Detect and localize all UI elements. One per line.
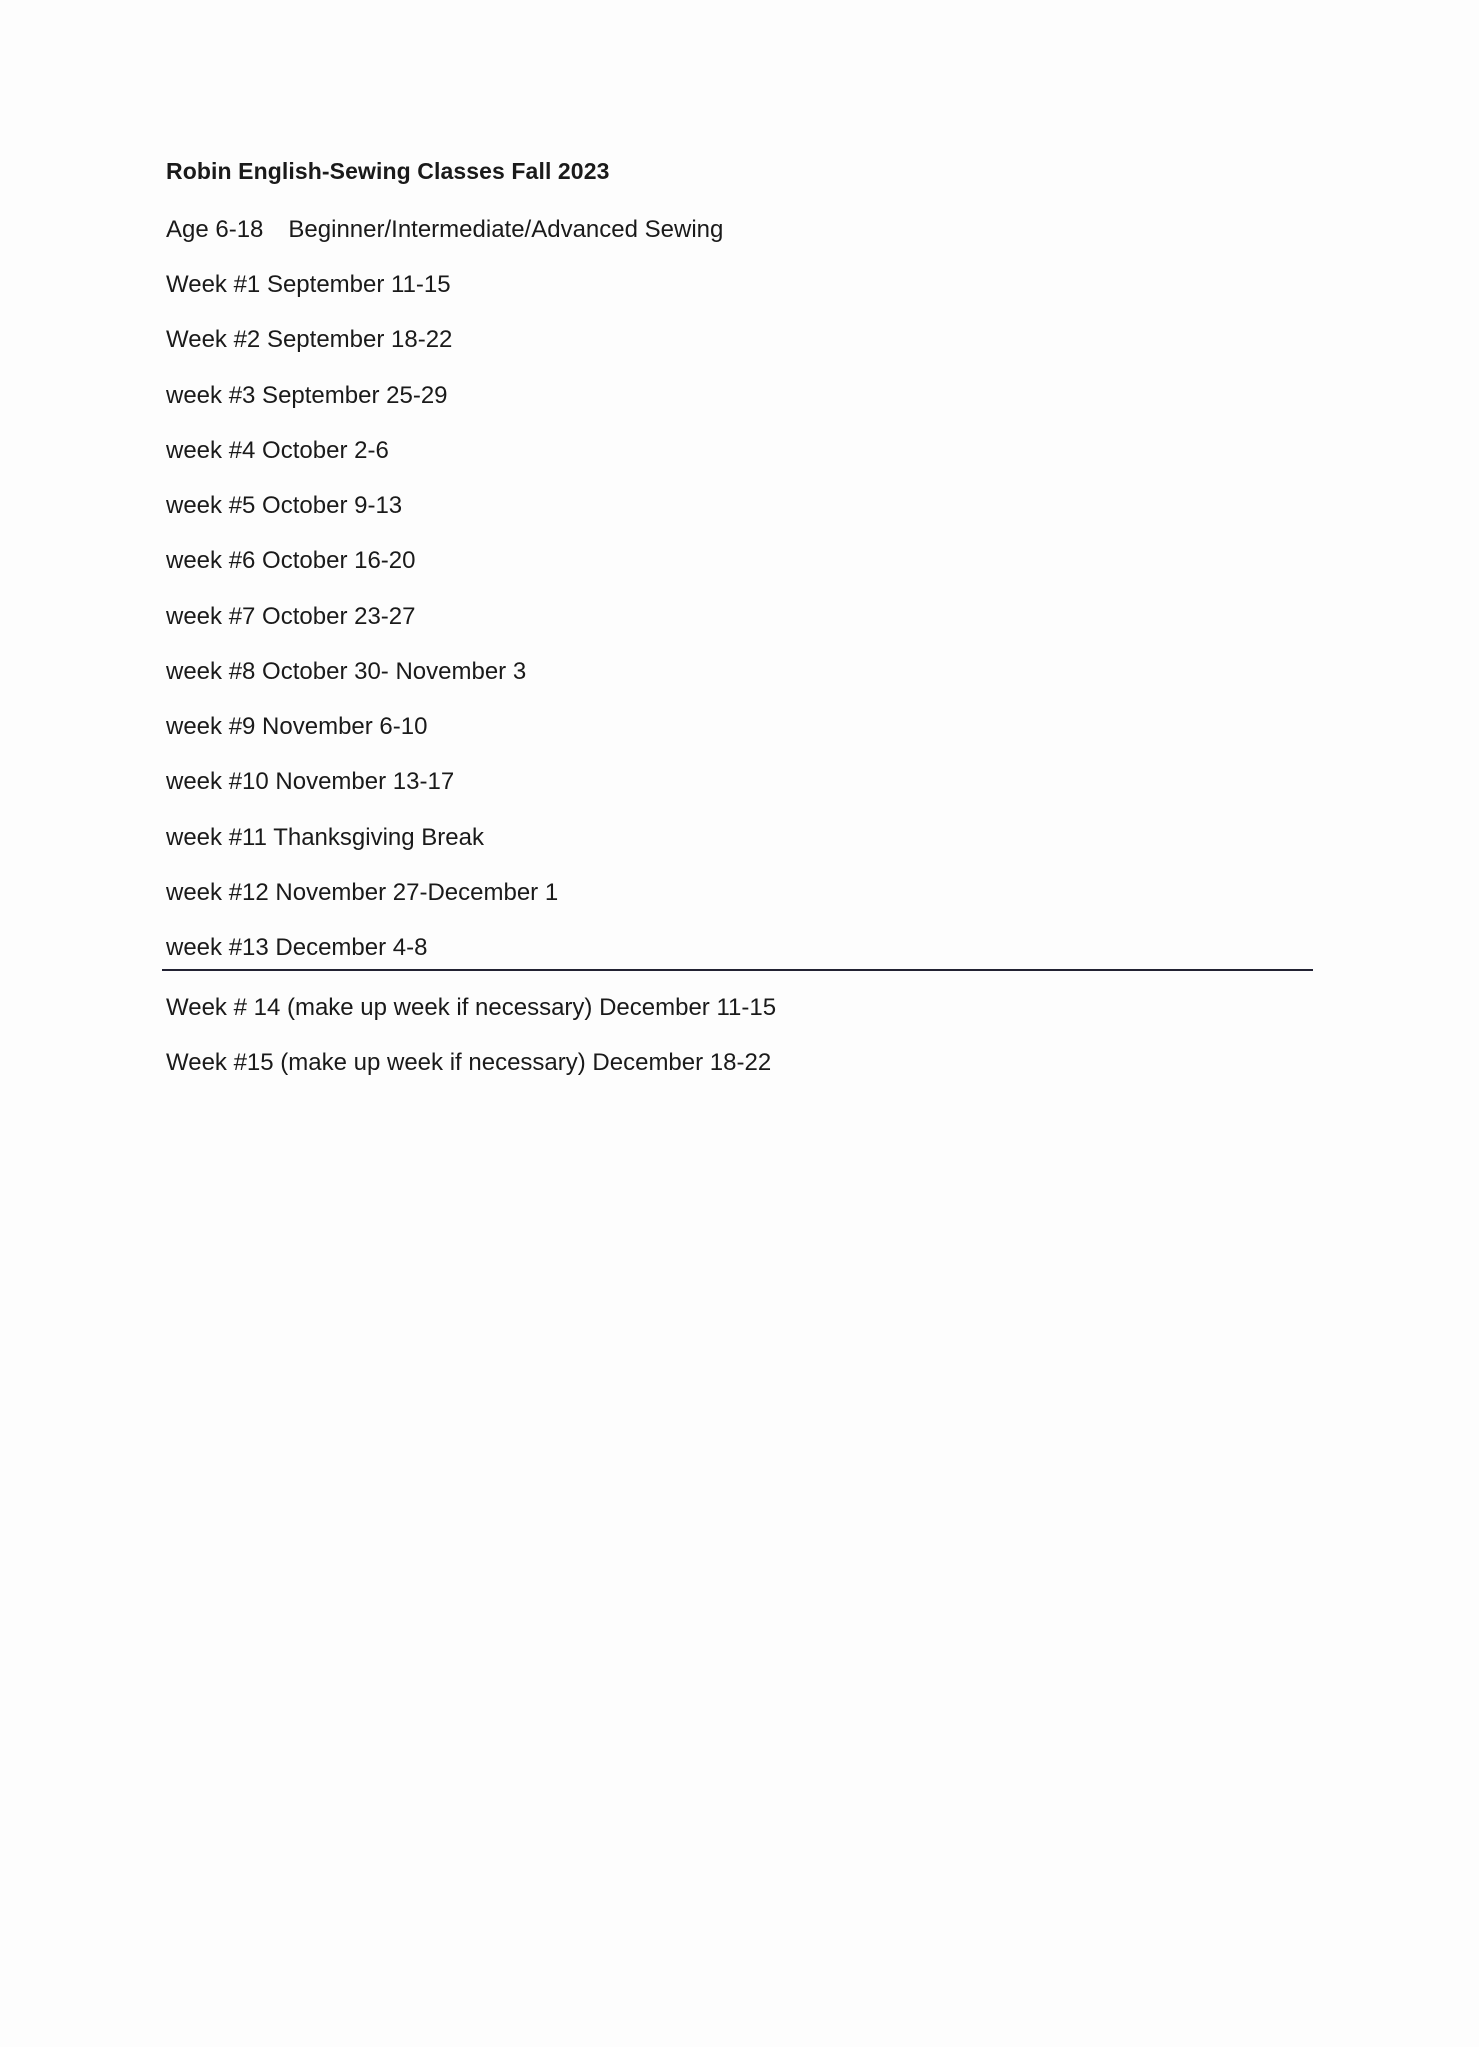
makeup-week-line: Week # 14 (make up week if necessary) December 11-15	[166, 994, 777, 1021]
week-line: week #10 November 13-17	[166, 768, 455, 795]
makeup-week-line: Week #15 (make up week if necessary) December 18-22	[166, 1049, 772, 1076]
week-line: week #6 October 16-20	[166, 547, 416, 574]
week-line: Week #2 September 18-22	[166, 326, 453, 353]
age-line	[166, 216, 723, 244]
week-line: week #8 October 30- November 3	[166, 658, 527, 685]
week-line: week #9 November 6-10	[166, 713, 428, 740]
document-title: Robin English-Sewing Classes Fall 2023	[166, 158, 610, 184]
week-line: Week #1 September 11-15	[166, 271, 451, 298]
week-line: week #12 November 27-December 1	[166, 879, 559, 906]
week-line: week #5 October 9-13	[166, 492, 403, 519]
age-label: Age 6-18	[166, 216, 264, 243]
week-line: week #4 October 2-6	[166, 437, 389, 464]
level-label: Beginner/Intermediate/Advanced Sewing	[288, 216, 724, 243]
week-line: week #13 December 4-8	[166, 934, 428, 961]
week-line: week #3 September 25-29	[166, 382, 448, 409]
week-line: week #11 Thanksgiving Break	[166, 824, 484, 851]
horizontal-divider	[162, 969, 1313, 971]
week-line: week #7 October 23-27	[166, 603, 416, 630]
